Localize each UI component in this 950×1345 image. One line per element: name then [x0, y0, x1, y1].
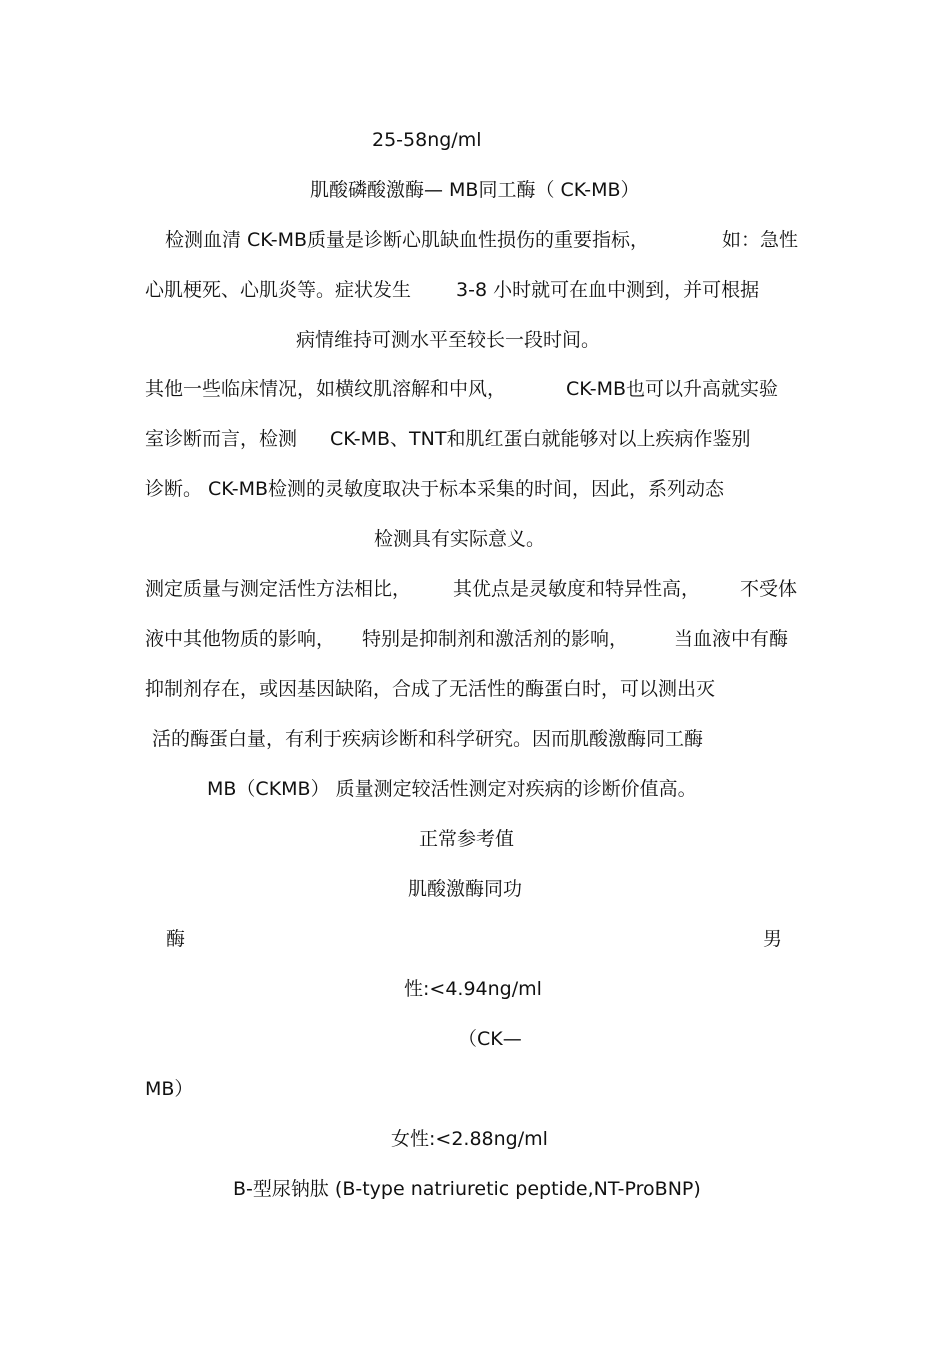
ckmb-heading: 肌酸磷酸激酶— MB同工酶（ CK-MB）: [310, 179, 640, 201]
paragraph-3-line-5: MB（CKMB） 质量测定较活性测定对疾病的诊断价值高。: [207, 778, 697, 800]
paragraph-3-line-1b: 其优点是灵敏度和特异性高，: [453, 578, 701, 600]
paragraph-3-line-2a: 液中其他物质的影响，: [145, 628, 336, 650]
reference-male-label: 男: [763, 928, 783, 950]
paragraph-1-line-3: 病情维持可测水平至较长一段时间。: [296, 329, 601, 351]
paragraph-3-line-2b: 特别是抑制剂和激活剂的影响，: [362, 628, 629, 650]
paragraph-3-line-3: 抑制剂存在，或因基因缺陷，合成了无活性的酶蛋白时，可以测出灭: [145, 678, 716, 700]
bnp-heading: B-型尿钠肽 (B-type natriuretic peptide,NT-ProBNP): [233, 1178, 701, 1200]
paragraph-2-line-2b: CK-MB、TNT和肌红蛋白就能够对以上疾病作鉴别: [330, 428, 751, 450]
reference-male-value: 性:<4.94ng/ml: [404, 978, 542, 1000]
reference-abbreviation: （CK—: [458, 1028, 522, 1050]
paragraph-3-line-1a: 测定质量与测定活性方法相比，: [145, 578, 412, 600]
reference-enzyme-name: 肌酸激酶同功: [408, 878, 523, 900]
paragraph-3-line-4: 活的酶蛋白量，有利于疾病诊断和科学研究。因而肌酸激酶同工酶: [152, 728, 704, 750]
paragraph-1-line-2b: 3-8 小时就可在血中测到，并可根据: [456, 279, 760, 301]
paragraph-1-line-1b: 如：急性: [722, 229, 799, 251]
reference-abbreviation-cont: MB）: [145, 1078, 194, 1100]
paragraph-2-line-4: 检测具有实际意义。: [374, 528, 546, 550]
reference-enzyme-name-cont: 酶: [166, 928, 186, 950]
paragraph-2-line-3: 诊断。 CK-MB检测的灵敏度取决于标本采集的时间，因此，系列动态: [145, 478, 725, 500]
paragraph-2-line-2a: 室诊断而言，检测: [145, 428, 298, 450]
paragraph-2-line-1a: 其他一些临床情况，如横纹肌溶解和中风，: [145, 378, 507, 400]
paragraph-2-line-1b: CK-MB也可以升高就实验: [566, 378, 779, 400]
paragraph-1-line-2a: 心肌梗死、心肌炎等。症状发生: [145, 279, 412, 301]
reference-range-value: 25-58ng/ml: [372, 129, 482, 151]
paragraph-3-line-2c: 当血液中有酶: [674, 628, 789, 650]
reference-female-value: 女性:<2.88ng/ml: [391, 1128, 548, 1150]
paragraph-3-line-1c: 不受体: [740, 578, 798, 600]
reference-values-heading: 正常参考值: [419, 828, 515, 850]
paragraph-1-line-1a: 检测血清 CK-MB质量是诊断心肌缺血性损伤的重要指标，: [165, 229, 650, 251]
